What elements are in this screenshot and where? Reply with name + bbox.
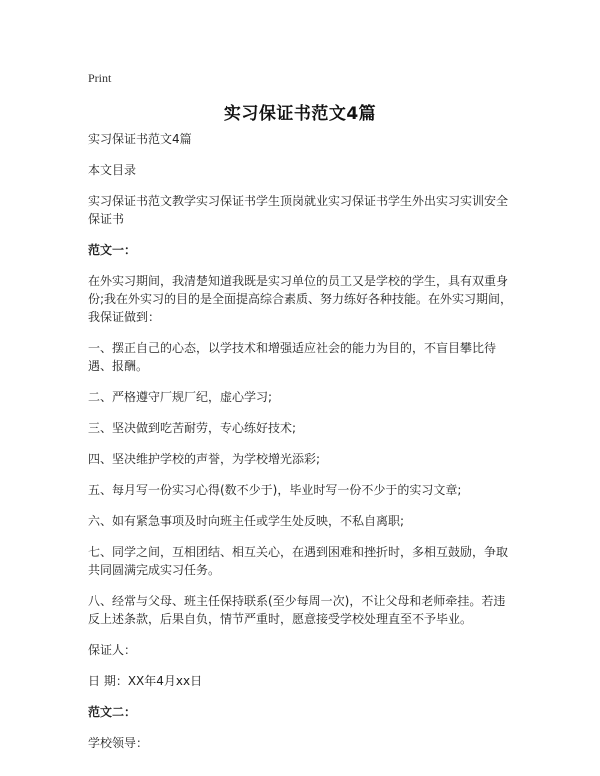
date-line: 日 期：XX年4月xx日 [88,674,203,688]
document-title: 实习保证书范文4篇 [223,104,377,124]
pledge-item-2: 二、严格遵守厂规厂纪，虚心学习; [88,390,273,404]
salutation-line: 学校领导： [88,736,149,750]
body-paragraph: 在外实习期间，我清楚知道我既是实习单位的员工又是学校的学生，具有双重身份;我在外实习的目的是全面提高综合素质、努力练好各种技能。在外实习期间，我保证做到： [88,274,513,324]
print-label: Print [88,71,112,85]
guarantor-line: 保证人： [88,643,137,657]
toc-heading: 本文目录 [88,163,137,177]
subtitle-paragraph: 实习保证书范文4篇 [88,132,192,146]
pledge-item-1: 一、摆正自己的心态，以学技术和增强适应社会的能力为目的，不盲目攀比待遇、报酬。 [88,341,497,373]
pledge-item-8: 八、经常与父母、班主任保持联系(至少每周一次)，不让父母和老师牵挂。若违反上述条款，后果自负，情节严重时，愿意接受学校处理直至不予毕业。 [88,594,506,626]
toc-paragraph: 实习保证书范文教学实习保证书学生顶岗就业实习保证书学生外出实习实训安全保证书 [88,194,509,226]
section-heading-two: 范文二： [88,705,137,719]
pledge-item-6: 六、如有紧急事项及时向班主任或学生处反映，不私自离职; [88,514,405,528]
pledge-item-4: 四、坚决维护学校的声誉，为学校增光添彩; [88,452,321,466]
pledge-item-5: 五、每月写一份实习心得(数不少于)，毕业时写一份不少于的实习文章; [88,483,462,497]
document-body [88,130,516,765]
pledge-item-7: 七、同学之间，互相团结、相互关心，在遇到困难和挫折时，多相互鼓励，争取共同圆满完成实习任务。 [88,545,509,577]
pledge-item-3: 三、坚决做到吃苦耐劳，专心练好技术; [88,421,297,435]
section-heading-one: 范文一： [88,243,137,257]
